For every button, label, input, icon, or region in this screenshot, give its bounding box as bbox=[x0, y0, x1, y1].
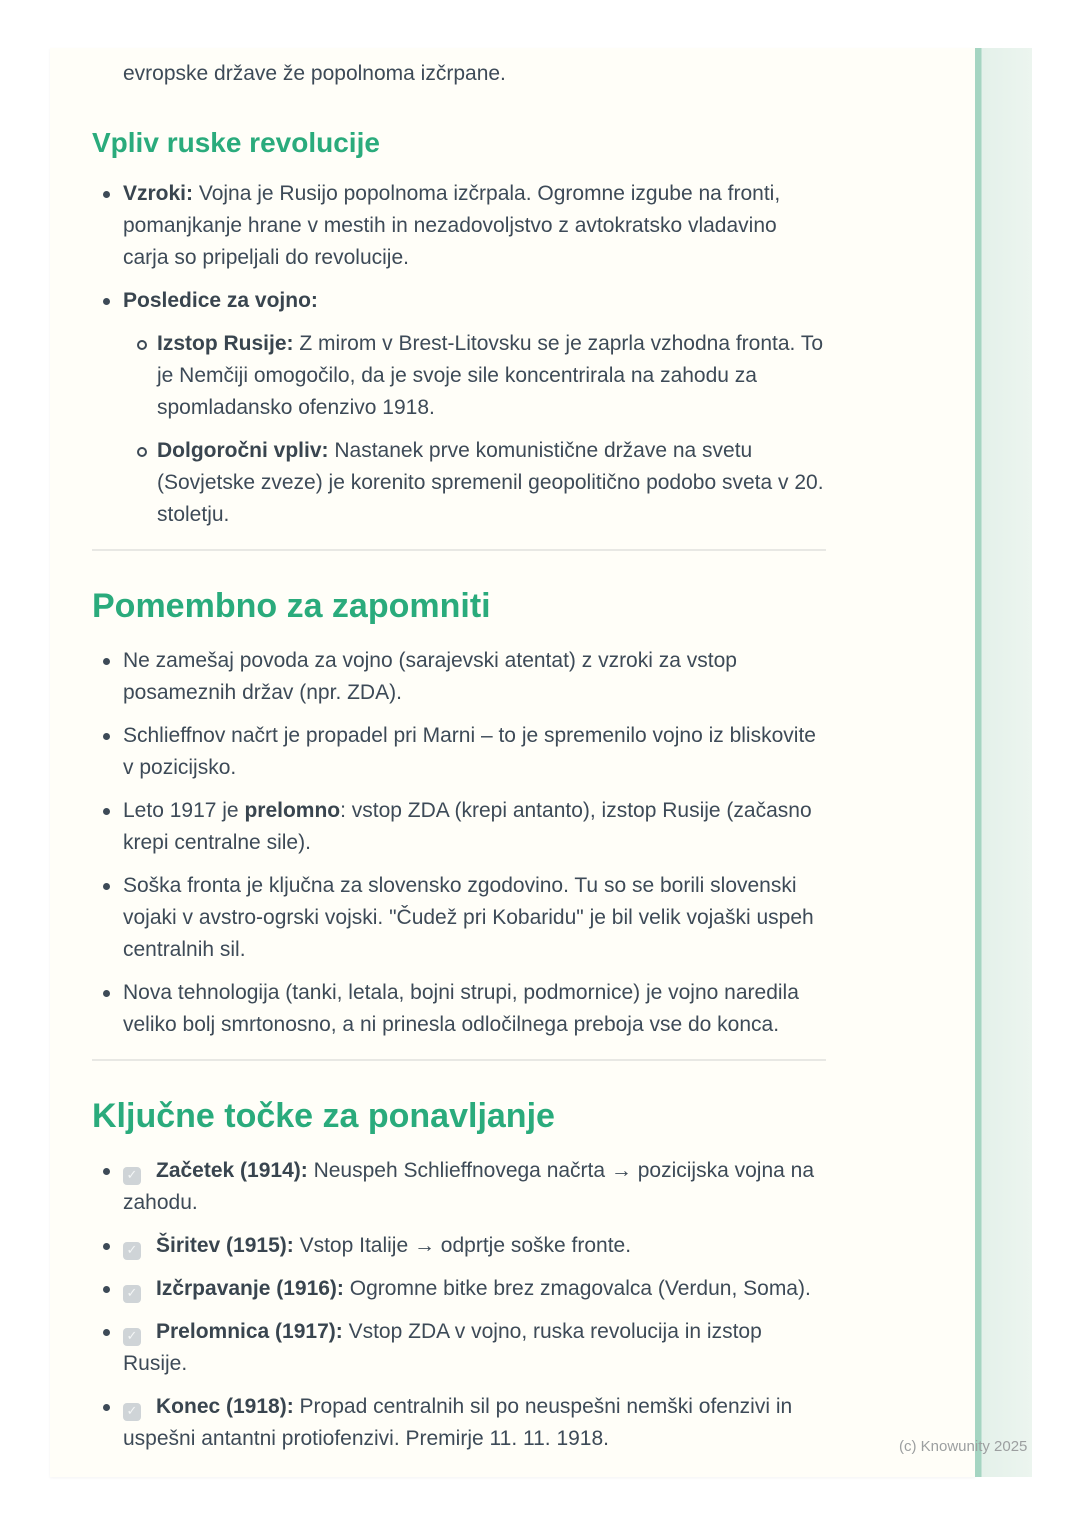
bold-text-segment: prelomno bbox=[244, 799, 341, 822]
text-segment: Ne zamešaj povoda za vojno (sarajevski atentat) z vzroki za vstop posameznih držav (npr. ZDA). bbox=[123, 649, 737, 704]
section-title: Ključne točke za ponavljanje bbox=[92, 1097, 555, 1135]
text-segment: Nova tehnologija (tanki, letala, bojni strupi, podmornice) je vojno naredila veliko bolj smrtonosno, a ni prinesla odločilnega preboja vse do konca. bbox=[123, 981, 799, 1036]
document-page bbox=[50, 48, 975, 1477]
list-item bbox=[92, 285, 826, 531]
list-item bbox=[92, 977, 826, 1041]
list-item bbox=[92, 870, 826, 966]
bullet-list bbox=[92, 645, 826, 1041]
text-segment: Leto 1917 je bbox=[123, 799, 245, 822]
checklist-item bbox=[92, 1273, 826, 1305]
checklist-item bbox=[92, 1230, 826, 1262]
checklist-item bbox=[92, 1316, 826, 1380]
bold-text-segment: Začetek (1914): bbox=[156, 1159, 308, 1182]
bullet-list bbox=[92, 1155, 826, 1455]
bold-text-segment: Posledice za vojno: bbox=[123, 289, 318, 312]
checkbox-checked-icon[interactable]: ✓ bbox=[123, 1167, 141, 1185]
checklist-item bbox=[92, 1391, 826, 1455]
section-divider bbox=[92, 1059, 826, 1061]
bold-text-segment: Izstop Rusije: bbox=[157, 332, 294, 355]
list-item bbox=[92, 720, 826, 784]
bold-text-segment: Širitev (1915): bbox=[156, 1234, 294, 1257]
text-segment: Neuspeh Schlieffnovega načrta → pozicijska vojna na zahodu. bbox=[123, 1159, 814, 1214]
checkbox-checked-icon[interactable]: ✓ bbox=[123, 1285, 141, 1303]
sub-list-item bbox=[123, 435, 826, 531]
list-item bbox=[92, 795, 826, 859]
text-segment: : vstop ZDA (krepi antanto), izstop Rusije (začasno krepi centralne sile). bbox=[123, 799, 812, 854]
checkbox-checked-icon[interactable]: ✓ bbox=[123, 1328, 141, 1346]
section-title: Pomembno za zapomniti bbox=[92, 587, 491, 625]
text-segment: Soška fronta je ključna za slovensko zgodovino. Tu so se borili slovenski vojaki v avstro-ogrski vojski. "Čudež pri Kobaridu" je bil velik vojaški uspeh centralnih sil. bbox=[123, 874, 814, 961]
list-item bbox=[92, 178, 826, 274]
next-page-edge-strip bbox=[975, 48, 1032, 1477]
text-segment: Propad centralnih sil po neuspešni nemški ofenzivi in uspešni antantni protiofenzivi. Premirje 11. 11. 1918. bbox=[123, 1395, 793, 1450]
bold-text-segment: Prelomnica (1917): bbox=[156, 1320, 343, 1343]
section-title: Vpliv ruske revolucije bbox=[92, 127, 380, 158]
text-segment: Z mirom v Brest-Litovsku se je zaprla vzhodna fronta. To je Nemčiji omogočilo, da je svoje sile koncentrirala na zahodu za spomladansko ofenzivo 1918. bbox=[157, 332, 824, 419]
checkbox-checked-icon[interactable]: ✓ bbox=[123, 1403, 141, 1421]
text-segment: Vstop Italije → odprtje soške fronte. bbox=[293, 1234, 632, 1257]
bold-text-segment: Vzroki: bbox=[123, 182, 194, 205]
text-segment: Ogromne bitke brez zmagovalca (Verdun, Soma). bbox=[343, 1277, 811, 1300]
page-content bbox=[92, 48, 826, 1455]
sub-bullet-list bbox=[123, 328, 826, 531]
sections-container bbox=[92, 126, 826, 1455]
bold-text-segment: Izčrpavanje (1916): bbox=[156, 1277, 344, 1300]
text-segment: Schlieffnov načrt je propadel pri Marni – to je spremenilo vojno iz bliskovite v pozicijsko. bbox=[123, 724, 816, 779]
sub-list-item bbox=[123, 328, 826, 424]
checkbox-checked-icon[interactable]: ✓ bbox=[123, 1242, 141, 1260]
copyright-watermark: (c) Knowunity 2025 bbox=[899, 1438, 1028, 1455]
text-segment: Vojna je Rusijo popolnoma izčrpala. Ogromne izgube na fronti, pomanjkanje hrane v mestih in nezadovoljstvo z avtokratsko vladavino carja so pripeljali do revolucije. bbox=[123, 182, 781, 269]
text-segment: Nastanek prve komunistične države na svetu (Sovjetske zveze) je korenito spremenil geopolitično podobo sveta v 20. stoletju. bbox=[157, 439, 824, 526]
list-item bbox=[92, 645, 826, 709]
section-divider bbox=[92, 549, 826, 551]
bold-text-segment: Dolgoročni vpliv: bbox=[157, 439, 329, 462]
bullet-list bbox=[92, 178, 826, 531]
text-segment: Vstop ZDA v vojno, ruska revolucija in izstop Rusije. bbox=[123, 1320, 762, 1375]
bold-text-segment: Konec (1918): bbox=[156, 1395, 294, 1418]
intro-continuation-line: evropske države že popolnoma izčrpane. bbox=[123, 62, 506, 85]
checklist-item bbox=[92, 1155, 826, 1219]
